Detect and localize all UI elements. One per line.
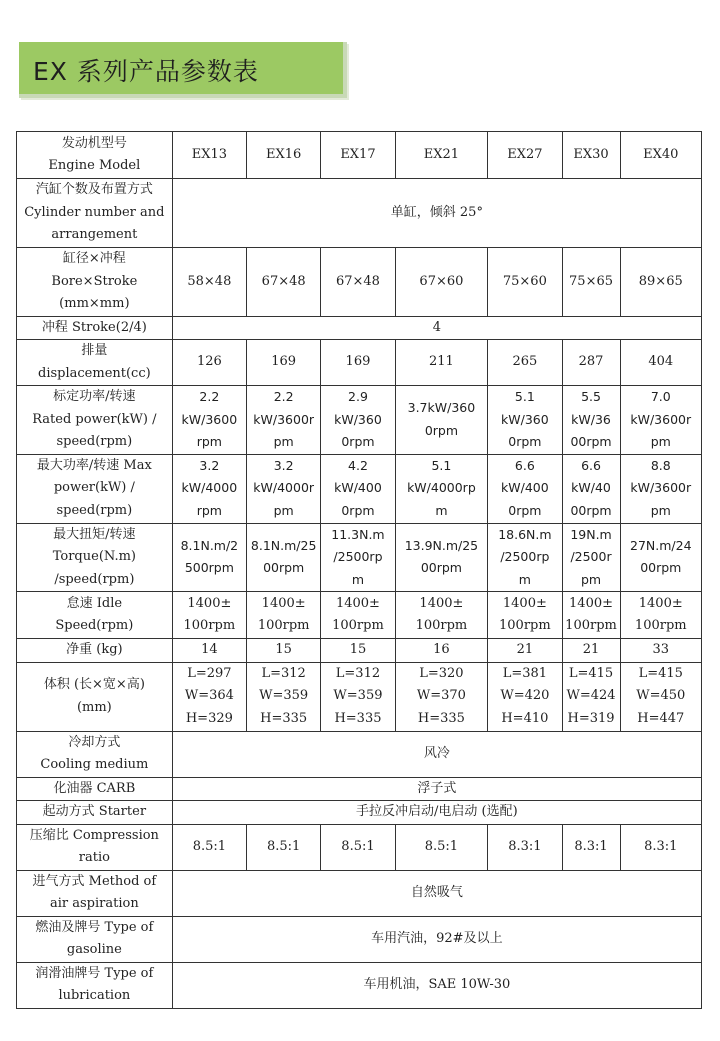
value-cell-text: kW/360 (334, 411, 382, 427)
value-cell (172, 916, 701, 962)
value-cell (488, 386, 562, 455)
value-cell-text: 00rpm (263, 560, 305, 576)
value-cell-text: pm (273, 502, 294, 518)
value-cell-text: 单缸，倾斜 25° (390, 204, 483, 220)
spec-row-starter (17, 801, 702, 825)
value-cell (172, 731, 701, 777)
row-label-text: Speed(rpm) (55, 618, 134, 633)
value-cell-text: m (518, 571, 531, 587)
model-cell-text: EX17 (340, 146, 376, 162)
value-cell (321, 454, 395, 523)
row-label-text: /speed(rpm) (54, 571, 135, 587)
row-label (17, 916, 173, 962)
row-label-text: 燃油及牌号 Type of (35, 919, 154, 935)
model-cell (562, 132, 620, 179)
value-cell (321, 386, 395, 455)
value-cell (395, 454, 488, 523)
value-cell-text: 8.5:1 (192, 838, 227, 854)
value-cell-text: 75×65 (569, 273, 614, 289)
value-cell (620, 454, 701, 523)
value-cell-text: 67×60 (419, 273, 464, 289)
row-label-text: 最大扭矩/转速 (53, 526, 136, 542)
row-label (17, 639, 173, 663)
value-cell-text: 58×48 (187, 273, 232, 289)
value-cell-text: 4.2 (348, 457, 368, 473)
value-cell-text: 14 (201, 642, 218, 657)
row-label-text: arrangement (51, 227, 138, 243)
value-cell-text: 1400± (261, 595, 306, 611)
value-cell (488, 454, 562, 523)
value-cell (172, 777, 701, 801)
value-cell-text: H=329 (185, 710, 233, 726)
row-label-text: gasoline (66, 942, 122, 957)
value-cell-text: 6.6 (581, 457, 601, 473)
value-cell-text: 3.7kW/360 (407, 400, 476, 416)
model-cell-text: EX16 (266, 146, 302, 162)
row-label (17, 248, 173, 317)
value-cell-text: H=335 (417, 710, 465, 726)
value-cell (172, 454, 246, 523)
value-cell-text: 8.8 (650, 457, 671, 473)
value-cell (562, 523, 620, 592)
value-cell-text: 风冷 (423, 745, 450, 761)
value-cell-text: 100rpm (634, 618, 687, 633)
value-cell (395, 523, 488, 592)
value-cell-text: L=381 (502, 665, 548, 681)
value-cell-text: 67×48 (335, 273, 380, 289)
value-cell-text: 手拉反冲启动/电启动 (选配) (356, 804, 518, 819)
value-cell-text: pm (650, 502, 671, 518)
spec-row-idle (17, 592, 702, 639)
value-cell-text: kW/4000r (253, 480, 315, 496)
value-cell-text: 00rpm (570, 434, 612, 449)
value-cell (172, 179, 701, 248)
spec-row-oil (17, 962, 702, 1008)
value-cell-text: L=320 (419, 665, 464, 681)
row-label-text: (mm) (76, 699, 112, 715)
model-cell-text: EX21 (423, 146, 460, 162)
value-cell-text: 11.3N.m (331, 526, 385, 542)
value-cell (488, 523, 562, 592)
row-label (17, 592, 173, 639)
value-cell-text: 21 (582, 642, 600, 657)
value-cell-text: kW/36 (571, 411, 611, 427)
row-label-text: 标定功率/转速 (53, 389, 136, 404)
value-cell-text: 3.2 (273, 457, 294, 473)
row-label-text: lubrication (58, 988, 131, 1003)
row-label-text: 汽缸个数及布置方式 (35, 182, 153, 198)
row-label-text: Cooling medium (40, 757, 149, 772)
value-cell (488, 248, 562, 317)
spec-row-fuel (17, 916, 702, 962)
value-cell-text: 67×48 (261, 273, 306, 289)
spec-row-displacement (17, 340, 702, 386)
row-label (17, 386, 173, 455)
value-cell-text: 15 (349, 642, 367, 657)
row-label-text: Bore×Stroke (51, 273, 138, 289)
value-cell (321, 523, 395, 592)
row-label (17, 523, 173, 592)
value-cell (395, 639, 488, 663)
value-cell-text: kW/3600r (253, 411, 315, 427)
spec-row-stroke (17, 316, 702, 340)
value-cell-text: m (351, 571, 365, 587)
value-cell (620, 824, 701, 870)
value-cell (172, 340, 246, 386)
model-cell (395, 132, 488, 179)
row-label-text: 压缩比 Compression (29, 827, 159, 843)
row-label (17, 132, 173, 179)
row-label-text: speed(rpm) (56, 502, 133, 518)
value-cell-text: W=450 (636, 688, 686, 704)
value-cell (172, 801, 701, 825)
value-cell (562, 592, 620, 639)
value-cell-text: 1400± (502, 595, 547, 611)
value-cell-text: kW/40 (571, 480, 611, 496)
value-cell-text: H=319 (567, 710, 615, 726)
value-cell-text: 0rpm (341, 502, 375, 518)
value-cell-text: W=364 (184, 688, 234, 704)
value-cell (172, 248, 246, 317)
row-label-text: speed(rpm) (56, 434, 133, 449)
value-cell-text: /2500rp (500, 549, 550, 564)
row-label (17, 731, 173, 777)
row-label-text: 冲程 Stroke(2/4) (41, 319, 147, 335)
value-cell (562, 248, 620, 317)
model-cell (172, 132, 246, 179)
value-cell-text: pm (580, 571, 602, 587)
value-cell-text: 8.5:1 (341, 838, 375, 854)
spec-table (16, 131, 702, 1009)
value-cell-text: 100rpm (499, 618, 551, 633)
value-cell-text: 500rpm (184, 560, 234, 576)
value-cell-text: W=370 (416, 688, 466, 704)
value-cell-text: W=424 (566, 688, 616, 704)
value-cell (395, 248, 488, 317)
value-cell-text: 18.6N.m (498, 526, 552, 542)
value-cell-text: 287 (578, 354, 604, 370)
row-label-text: 起动方式 Starter (42, 804, 147, 819)
value-cell-text: kW/3600r (630, 411, 692, 427)
row-label-text: air aspiration (50, 896, 139, 911)
spec-row-header (17, 132, 702, 179)
value-cell-text: 5.1 (431, 457, 452, 473)
value-cell (321, 662, 395, 731)
value-cell (321, 248, 395, 317)
value-cell (488, 662, 562, 731)
value-cell (172, 592, 246, 639)
row-label-text: 净重 (kg) (66, 642, 123, 657)
value-cell-text: 4 (432, 319, 441, 335)
value-cell-text: H=447 (637, 710, 685, 726)
value-cell (562, 386, 620, 455)
value-cell-text: 7.0 (650, 389, 671, 404)
value-cell-text: kW/4000rp (407, 480, 476, 496)
value-cell-text: 8.3:1 (508, 838, 542, 854)
value-cell-text: L=415 (568, 665, 614, 681)
spec-row-volume (17, 662, 702, 731)
value-cell-text: 16 (433, 642, 450, 657)
row-label-text: 排量 (81, 343, 108, 358)
value-cell (172, 662, 246, 731)
value-cell (247, 639, 321, 663)
value-cell-text: /2500r (570, 549, 612, 564)
value-cell-text: 8.3:1 (574, 838, 608, 854)
value-cell-text: H=410 (501, 710, 549, 726)
model-cell-text: EX13 (191, 146, 228, 162)
value-cell (395, 824, 488, 870)
value-cell-text: 100rpm (565, 618, 617, 633)
value-cell-text: 8.3:1 (644, 838, 678, 854)
value-cell-text: W=420 (500, 688, 550, 704)
value-cell-text: 169 (345, 354, 371, 370)
value-cell (247, 523, 321, 592)
value-cell (488, 592, 562, 639)
value-cell (247, 454, 321, 523)
row-label-text: 润滑油牌号 Type of (35, 965, 154, 981)
value-cell (395, 340, 488, 386)
value-cell (562, 340, 620, 386)
model-cell (247, 132, 321, 179)
row-label-text: Cylinder number and (24, 204, 165, 220)
value-cell-text: 1400± (187, 595, 232, 611)
value-cell-text: 75×60 (502, 273, 547, 289)
value-cell-text: 404 (648, 354, 674, 370)
value-cell-text: 126 (196, 354, 222, 370)
value-cell (247, 248, 321, 317)
page-title: EX 系列产品参数表 (33, 57, 259, 86)
value-cell (488, 340, 562, 386)
value-cell-text: m (435, 502, 448, 518)
value-cell-text: 8.5:1 (267, 838, 301, 854)
value-cell (321, 639, 395, 663)
row-label-text: Engine Model (48, 158, 141, 173)
value-cell (395, 386, 488, 455)
value-cell-text: kW/400 (334, 480, 382, 496)
row-label-text: 怠速 Idle (66, 595, 123, 611)
row-label (17, 316, 173, 340)
value-cell (247, 662, 321, 731)
value-cell (247, 592, 321, 639)
value-cell-text: 车用机油，SAE 10W-30 (363, 976, 511, 992)
spec-row-intake (17, 870, 702, 916)
value-cell-text: 100rpm (257, 618, 310, 633)
model-cell (620, 132, 701, 179)
value-cell (172, 523, 246, 592)
value-cell-text: 1400± (335, 595, 380, 611)
value-cell (488, 639, 562, 663)
row-label-text: 体积 (长×宽×高) (43, 677, 145, 692)
value-cell-text: 车用汽油，92#及以上 (371, 930, 503, 946)
value-cell (321, 824, 395, 870)
spec-row-compression (17, 824, 702, 870)
row-label-text: Rated power(kW) / (32, 411, 157, 427)
value-cell (247, 824, 321, 870)
value-cell-text: 0rpm (508, 502, 542, 518)
value-cell (395, 662, 488, 731)
row-label (17, 801, 173, 825)
value-cell-text: 2.2 (273, 389, 294, 404)
value-cell-text: 0rpm (508, 434, 542, 449)
value-cell-text: 21 (516, 642, 534, 657)
row-label (17, 824, 173, 870)
value-cell-text: 浮子式 (417, 780, 457, 796)
spec-row-bore (17, 248, 702, 317)
value-cell (172, 316, 701, 340)
value-cell (620, 523, 701, 592)
value-cell-text: 0rpm (424, 422, 459, 438)
value-cell-text: L=297 (187, 665, 232, 681)
value-cell-text: H=335 (334, 710, 382, 726)
value-cell-text: 3.2 (199, 457, 220, 473)
model-cell-text: EX30 (573, 146, 609, 162)
value-cell-text: 0rpm (341, 434, 375, 449)
value-cell-text: 自然吸气 (410, 884, 463, 900)
value-cell (172, 962, 701, 1008)
value-cell-text: 27N.m/24 (630, 537, 692, 553)
model-cell-text: EX27 (507, 146, 543, 162)
row-label (17, 777, 173, 801)
row-label (17, 454, 173, 523)
value-cell (620, 340, 701, 386)
value-cell-text: 89×65 (638, 273, 683, 289)
value-cell-text: 265 (512, 354, 538, 370)
value-cell-text: 211 (429, 354, 454, 370)
row-label-text: 化油器 CARB (53, 780, 136, 796)
row-label-text: (mm×mm) (59, 296, 130, 311)
value-cell (172, 870, 701, 916)
value-cell (247, 386, 321, 455)
value-cell-text: pm (273, 434, 294, 449)
value-cell-text: 100rpm (183, 618, 236, 633)
value-cell-text: 8.5:1 (424, 838, 459, 854)
value-cell-text: W=359 (333, 688, 383, 704)
row-label-text: 缸径×冲程 (62, 251, 126, 266)
value-cell (562, 824, 620, 870)
spec-row-max-power (17, 454, 702, 523)
value-cell-text: 169 (271, 354, 297, 370)
value-cell (620, 662, 701, 731)
value-cell-text: H=335 (260, 710, 308, 726)
value-cell (395, 592, 488, 639)
value-cell-text: 2.2 (199, 389, 220, 404)
value-cell-text: 100rpm (332, 618, 384, 633)
value-cell-text: 8.1N.m/25 (250, 537, 317, 553)
model-cell (321, 132, 395, 179)
value-cell-text: L=312 (335, 665, 381, 681)
value-cell (172, 639, 246, 663)
value-cell-text: kW/4000 (181, 480, 238, 496)
value-cell-text: 2.9 (348, 389, 368, 404)
value-cell (562, 639, 620, 663)
row-label-text: power(kW) / (53, 480, 135, 496)
value-cell (321, 340, 395, 386)
value-cell-text: 33 (652, 642, 670, 657)
row-label-text: Torque(N.m) (52, 549, 136, 564)
row-label (17, 340, 173, 386)
value-cell-text: 6.6 (514, 457, 535, 473)
row-label (17, 662, 173, 731)
value-cell-text: 5.1 (514, 389, 535, 404)
model-cell (488, 132, 562, 179)
value-cell-text: 8.1N.m/2 (180, 537, 239, 553)
spec-row-torque (17, 523, 702, 592)
row-label-text: 冷却方式 (68, 734, 121, 750)
value-cell-text: kW/360 (501, 411, 549, 427)
spec-row-weight (17, 639, 702, 663)
value-cell (247, 340, 321, 386)
spec-row-carb (17, 777, 702, 801)
row-label-text: 最大功率/转速 Max (36, 457, 152, 473)
row-label (17, 962, 173, 1008)
value-cell-text: kW/400 (501, 480, 549, 496)
value-cell-text: 100rpm (415, 618, 468, 633)
value-cell-text: 00rpm (640, 560, 682, 576)
value-cell (562, 662, 620, 731)
spec-row-cooling (17, 731, 702, 777)
value-cell (321, 592, 395, 639)
value-cell-text: 13.9N.m/25 (404, 537, 479, 553)
row-label-text: ratio (78, 850, 110, 865)
value-cell-text: 1400± (638, 595, 683, 611)
value-cell-text: kW/3600r (630, 480, 692, 496)
row-label-text: 进气方式 Method of (32, 873, 157, 889)
value-cell-text: /2500rp (333, 549, 383, 564)
value-cell (620, 248, 701, 317)
value-cell (488, 824, 562, 870)
value-cell-text: 00rpm (570, 502, 612, 518)
row-label-text: 发动机型号 (61, 135, 127, 151)
value-cell-text: 1400± (419, 595, 464, 611)
value-cell (172, 824, 246, 870)
value-cell (562, 454, 620, 523)
value-cell-text: W=359 (259, 688, 309, 704)
row-label (17, 179, 173, 248)
value-cell (620, 386, 701, 455)
value-cell-text: 19N.m (570, 526, 612, 542)
value-cell-text: 1400± (569, 595, 614, 611)
row-label (17, 870, 173, 916)
value-cell-text: L=312 (261, 665, 306, 681)
value-cell-text: pm (650, 434, 671, 449)
value-cell (620, 592, 701, 639)
value-cell (172, 386, 246, 455)
spec-row-rated-power (17, 386, 702, 455)
title-banner (19, 42, 347, 98)
value-cell-text: 15 (275, 642, 292, 657)
value-cell (620, 639, 701, 663)
value-cell-text: 5.5 (581, 389, 601, 404)
spec-row-cylinder (17, 179, 702, 248)
value-cell-text: L=415 (638, 665, 683, 681)
row-label-text: displacement(cc) (38, 365, 151, 381)
model-cell-text: EX40 (643, 146, 679, 162)
value-cell-text: 00rpm (420, 560, 462, 576)
value-cell-text: kW/3600 (181, 411, 238, 427)
value-cell-text: rpm (196, 434, 222, 449)
value-cell-text: rpm (196, 502, 222, 518)
